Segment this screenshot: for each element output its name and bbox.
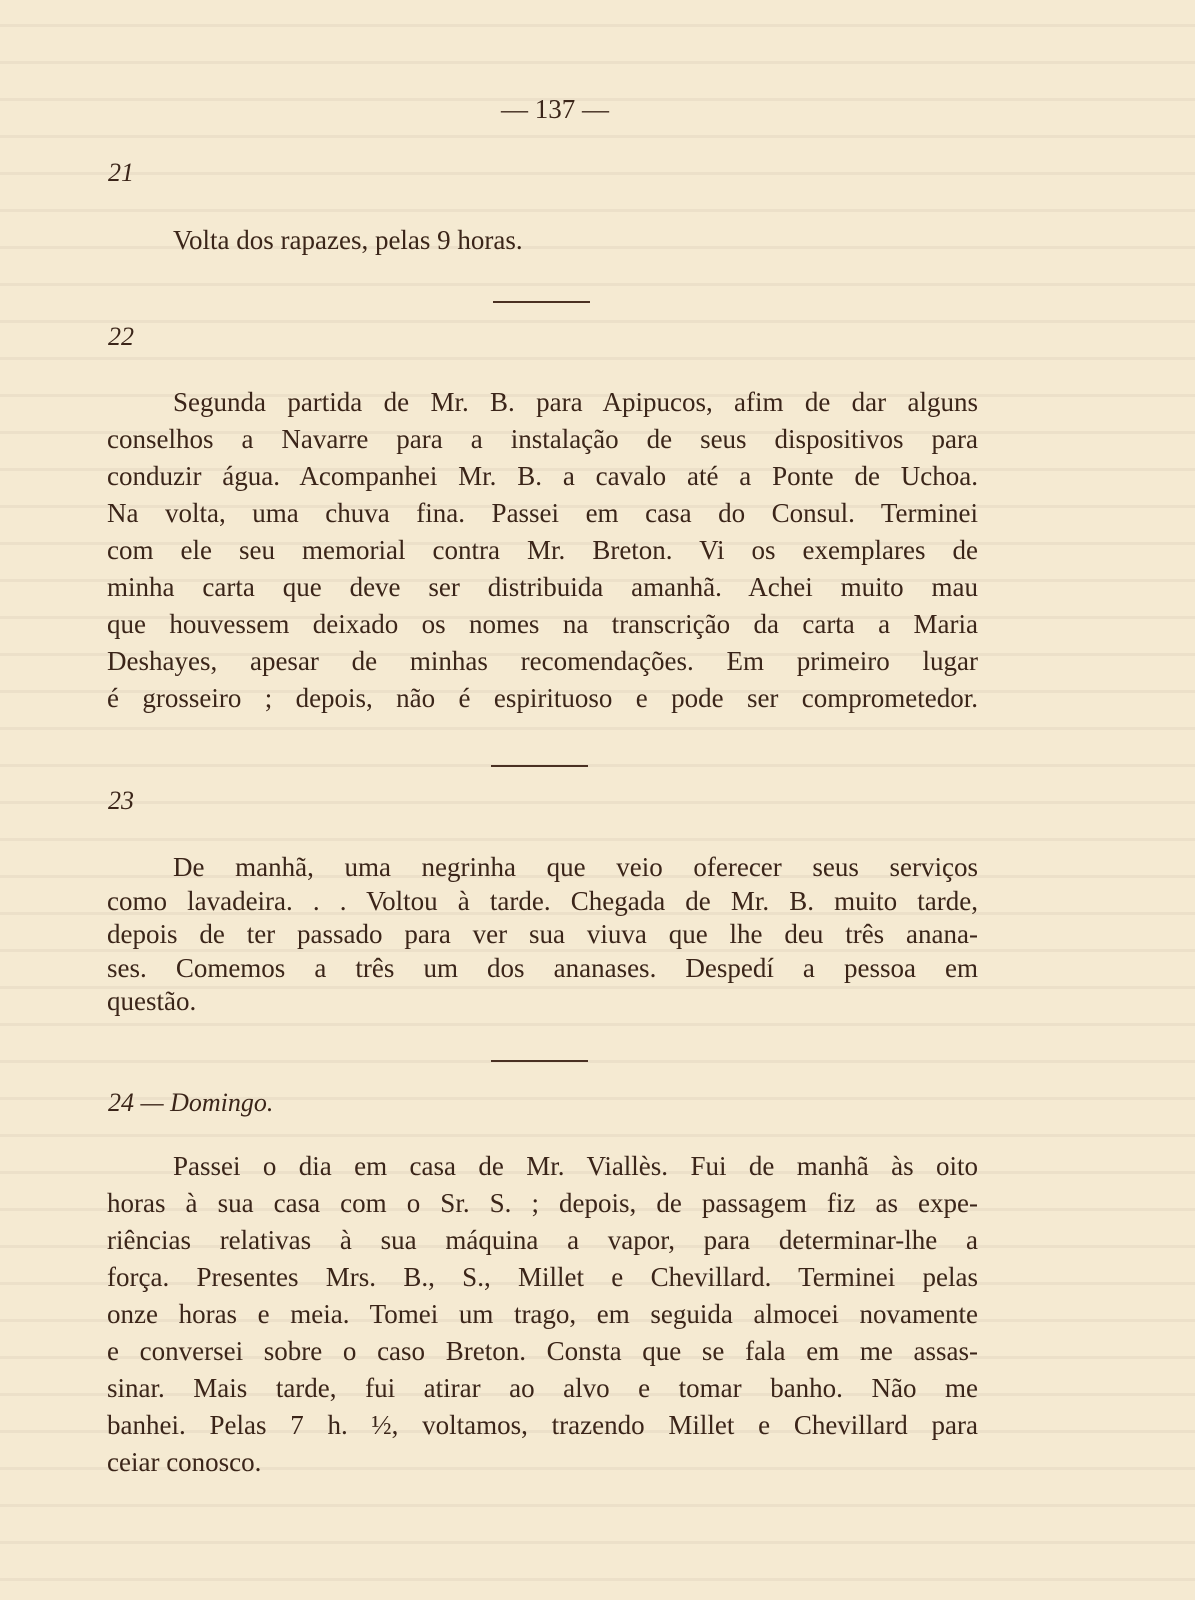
text-line: como lavadeira. . . Voltou à tarde. Chegada de Mr. B. muito tarde, bbox=[107, 885, 978, 916]
text-line: banhei. Pelas 7 h. ½, voltamos, trazendo Millet e Chevillard para bbox=[107, 1410, 978, 1440]
entry-date: 21 bbox=[108, 158, 134, 187]
text-line: depois de ter passado para ver sua viuva que lhe deu três anana- bbox=[107, 919, 978, 949]
text-line: Na volta, uma chuva fina. Passei em casa do Consul. Terminei bbox=[107, 498, 978, 528]
text-line: força. Presentes Mrs. B., S., Millet e Chevillard. Terminei pelas bbox=[107, 1262, 978, 1292]
text-line: minha carta que deve ser distribuida amanhã. Achei muito mau bbox=[107, 572, 978, 602]
text-line: com ele seu memorial contra Mr. Breton. Vi os exemplares de bbox=[107, 535, 978, 565]
text-line: Deshayes, apesar de minhas recomendações. Em primeiro lugar bbox=[107, 646, 978, 676]
entry-date: 24 — Domingo. bbox=[108, 1088, 274, 1117]
text-line: Passei o dia em casa de Mr. Viallès. Fui de manhã às oito bbox=[173, 1151, 978, 1181]
text-line: que houvessem deixado os nomes na transcrição da carta a Maria bbox=[107, 609, 978, 639]
text-line: sinar. Mais tarde, fui atirar ao alvo e tomar banho. Não me bbox=[107, 1373, 978, 1403]
section-divider bbox=[493, 301, 590, 303]
text-line: Segunda partida de Mr. B. para Apipucos, afim de dar alguns bbox=[173, 387, 978, 417]
entry-date: 22 bbox=[108, 322, 134, 351]
text-line: ses. Comemos a três um dos ananases. Despedí a pessoa em bbox=[107, 952, 978, 983]
text-line: conselhos a Navarre para a instalação de seus dispositivos para bbox=[107, 424, 978, 454]
section-divider bbox=[491, 1060, 588, 1062]
text-line: ceiar conosco. bbox=[107, 1447, 262, 1477]
text-line: e conversei sobre o caso Breton. Consta que se fala em me assas- bbox=[107, 1336, 978, 1366]
text-line: riências relativas à sua máquina a vapor, para determinar-lhe a bbox=[107, 1225, 978, 1255]
text-line: Volta dos rapazes, pelas 9 horas. bbox=[173, 225, 523, 255]
entry-paragraph bbox=[107, 384, 978, 717]
text-line: conduzir água. Acompanhei Mr. B. a cavalo até a Ponte de Uchoa. bbox=[107, 461, 978, 491]
text-line: onze horas e meia. Tomei um trago, em seguida almocei novamente bbox=[107, 1299, 978, 1329]
entry-date: 23 bbox=[108, 786, 134, 815]
text-line: De manhã, uma negrinha que veio oferecer seus serviços bbox=[173, 852, 978, 882]
text-line: questão. bbox=[107, 986, 197, 1016]
entry-paragraph bbox=[107, 222, 978, 259]
page-number: — 137 — bbox=[501, 94, 609, 124]
text-line: é grosseiro ; depois, não é espirituoso e pode ser comprometedor. bbox=[107, 683, 978, 713]
entry-paragraph bbox=[107, 851, 978, 1019]
text-line: horas à sua casa com o Sr. S. ; depois, de passagem fiz as expe- bbox=[107, 1188, 978, 1218]
section-divider bbox=[491, 765, 588, 767]
entry-paragraph bbox=[107, 1148, 978, 1481]
